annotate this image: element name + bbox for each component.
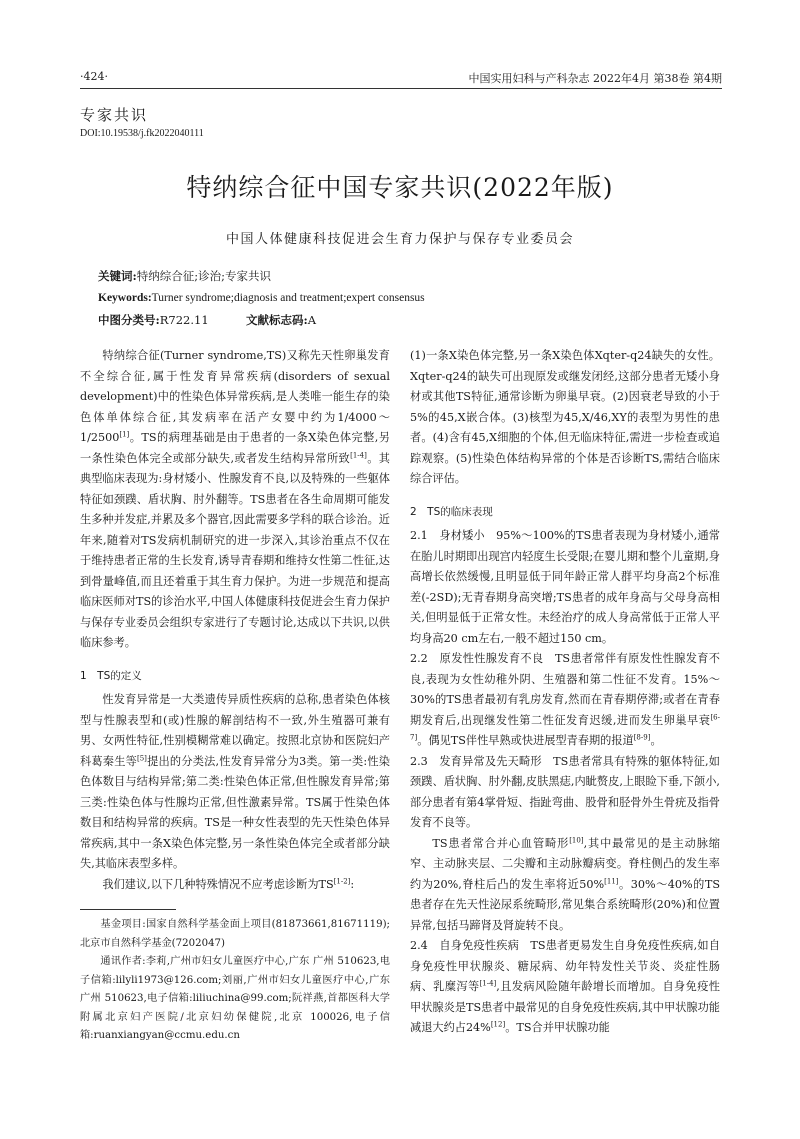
keywords-cn — [98, 268, 271, 284]
suggestion-paragraph: 我们建议,以下几种特殊情况不应考虑诊断为TS[1-2]: — [102, 876, 355, 891]
section-label: 专家共识 — [80, 106, 149, 124]
citation[interactable]: [11] — [604, 876, 619, 885]
article-author: 中国人体健康科技促进会生育力保护与保存专业委员会 — [225, 232, 574, 247]
citation[interactable]: [6-7] — [410, 712, 720, 742]
page-number: ·424· — [80, 70, 108, 83]
autoimmune-paragraph: 2.4 自身免疫性疾病 TS患者更易发生自身免疫性疾病,如自身免疫性甲状腺炎、糖尿病、幼年特发性关节炎、炎症性肠病、乳糜泻等[1-4],且发病风险随年龄增长而增加。自身免疫性甲状腺炎是TS患者中最常见的自身免疫性疾病,其中甲状腺功能减退大约占24%[12]。TS合并甲状腺功能 — [410, 939, 720, 1034]
corresponding-authors-note: 通讯作者:李莉,广州市妇女儿童医疗中心,广东 广州 510623,电子信箱:lilyli1973@126.com;刘丽,广州市妇女儿童医疗中心,广东 广州 510623,电子信箱:liliuchina@99.com;阮祥燕,首都医科大学附属北京妇产医院/北京妇幼保健院,北京 100026,电子信箱:ruanxiangyan@ccmu.edu.cn — [80, 956, 390, 1041]
article-title: 特纳综合征中国专家共识(2022年版) — [186, 173, 614, 202]
clc-value: R722.11 — [159, 313, 209, 327]
section-heading-2: 2 TS的临床表现 — [410, 505, 493, 518]
right-column — [410, 346, 720, 1039]
citation[interactable]: [8-9] — [633, 733, 651, 742]
definition-paragraph: 性发育异常是一大类遗传异质性疾病的总称,患者染色体核型与性腺表型和(或)性腺的解剖结构不一致,外生殖器可兼有男、女两性特征,性别模糊常难以确定。按照北京协和医院妇产科葛秦生等[5]提出的分类法,性发育异常分为3类。第一类:性染色体数目与结构异常;第二类:性染色体正常,但性腺发育异常;第三类:性染色体与性腺均正常,但性激素异常。TS属于性染色体数目和结构异常的疾病。TS是一种女性表型的先天性染色体异常疾病,其中一条X染色体完整,另一条性染色体完全或者部分缺失,其临床表型多样。 — [80, 693, 390, 870]
cardiovascular-paragraph: TS患者常合并心血管畸形[10],其中最常见的是主动脉缩窄、主动脉夹层、二尖瓣和主动脉瓣病变。脊柱侧凸的发生率约为20%,脊柱后凸的发生率将近50%[11]。30%～40%的TS患者存在先天性泌尿系统畸形,常见集合系统畸形(20%)和位置异常,包括马蹄肾及肾旋转不良。 — [410, 835, 721, 932]
keywords-en — [98, 290, 425, 306]
citation[interactable]: [12] — [490, 1020, 506, 1029]
funding-note: 基金项目:国家自然科学基金面上项目(81873661,81671119);北京市自然科学基金(7202047) — [80, 919, 390, 949]
citation[interactable]: [1-2] — [333, 876, 351, 885]
malformation-paragraph: 2.3 发育异常及先天畸形 TS患者常具有特殊的躯体特征,如颈蹼、盾状胸、肘外翻,皮肤黑痣,内眦赘皮,上眼睑下垂,下颌小,部分患者有第4掌骨短、指趾弯曲、股骨和胫骨外生骨疣及指骨发育不良等。 — [410, 754, 720, 829]
doi[interactable]: DOI:10.19538/j.fk2022040111 — [80, 128, 204, 139]
clc-label: 中图分类号: — [98, 313, 160, 327]
header-rule — [80, 88, 722, 89]
classification — [98, 312, 316, 328]
keywords-cn-label: 关键词: — [98, 269, 137, 283]
citation[interactable]: [10] — [569, 835, 584, 844]
doc-code-value: A — [307, 313, 317, 327]
journal-header: 中国实用妇科与产科杂志 2022年4月 第38卷 第4期 — [468, 72, 722, 85]
footnote-rule — [80, 909, 176, 910]
exclusion-list-paragraph: (1)一条X染色体完整,另一条X染色体Xqter-q24缺失的女性。Xqter-q24的缺失可出现原发或继发闭经,这部分患者无矮小身材或其他TS特征,通常诊断为卵巢早衰。(2)因衰老导致的小于5%的45,X嵌合体。(3)核型为45,X/46,XY的表型为男性的患者。(4)含有45,X细胞的个体,但无临床特征,需进一步检查或追踪观察。(5)性染色体结构异常的个体是否诊断TS,需结合临床综合评估。 — [410, 349, 720, 485]
keywords-en-value: Turner syndrome;diagnosis and treatment;expert consensus — [151, 292, 425, 304]
keywords-en-label: Keywords: — [98, 292, 152, 304]
citation[interactable]: [5] — [137, 753, 147, 762]
left-column — [80, 346, 390, 895]
footnote — [80, 916, 390, 1046]
intro-paragraph: 特纳综合征(Turner syndrome,TS)又称先天性卵巢发育不全综合征,属于性发育异常疾病(disorders of sexual development)中的性染色体异常疾病,是人类唯一能生存的染色体单体综合征,其发病率在活产女婴中约为1/4000～1/2500[1]。TS的病理基础是由于患者的一条X染色体完整,另一条性染色体完全或部分缺失,或者发生结构异常所致[1-4]。其典型临床表现为:身材矮小、性腺发育不良,以及特殊的一些躯体特征如颈蹼、盾状胸、肘外翻等。TS患者在各生命周期可能发生多种并发症,并累及多个器官,因此需要多学科的联合诊治。近年来,随着对TS发病机制研究的进一步深入,其诊治重点不仅在于维持患者正常的生长发育,诱导青春期和维持女性第二性征,达到骨量峰值,而且还着重于其生育力保护。为进一步规范和提高临床医师对TS的诊治水平,中国人体健康科技促进会生育力保护与保存专业委员会组织专家进行了专题讨论,达成以下共识,以供临床参考。 — [80, 349, 390, 649]
citation[interactable]: [1-4] — [479, 979, 497, 988]
citation[interactable]: [1-4] — [350, 450, 367, 459]
section-heading-1: 1 TS的定义 — [80, 669, 142, 682]
keywords-cn-value: 特纳综合征;诊治;专家共识 — [136, 269, 271, 283]
doc-code-label: 文献标志码: — [245, 313, 308, 327]
citation[interactable]: [1] — [119, 430, 130, 439]
short-stature-paragraph: 2.1 身材矮小 95%～100%的TS患者表现为身材矮小,通常在胎儿时期即出现宫内轻度生长受限;在婴儿期和整个儿童期,身高增长依然缓慢,且明显低于同年龄正常人群平均身高2个标准差(-2SD);无青春期身高突增;TS患者的成年身高与父母身高相关,但明显低于正常女性。未经治疗的成人身高常低于正常人平均身高20 cm左右,一般不超过150 cm。 — [410, 529, 720, 645]
gonadal-dysgenesis-paragraph: 2.2 原发性性腺发育不良 TS患者常伴有原发性性腺发育不良,表现为女性幼稚外阴、生殖器和第二性征不发育。15%～30%的TS患者最初有乳房发育,然而在青春期停滞;或者在青春期发育后,出现继发性第二性征发育迟缓,进而发生卵巢早衰[6-7]。偶见TS伴性早熟或快进展型青春期的报道[8-9]。 — [410, 652, 720, 747]
